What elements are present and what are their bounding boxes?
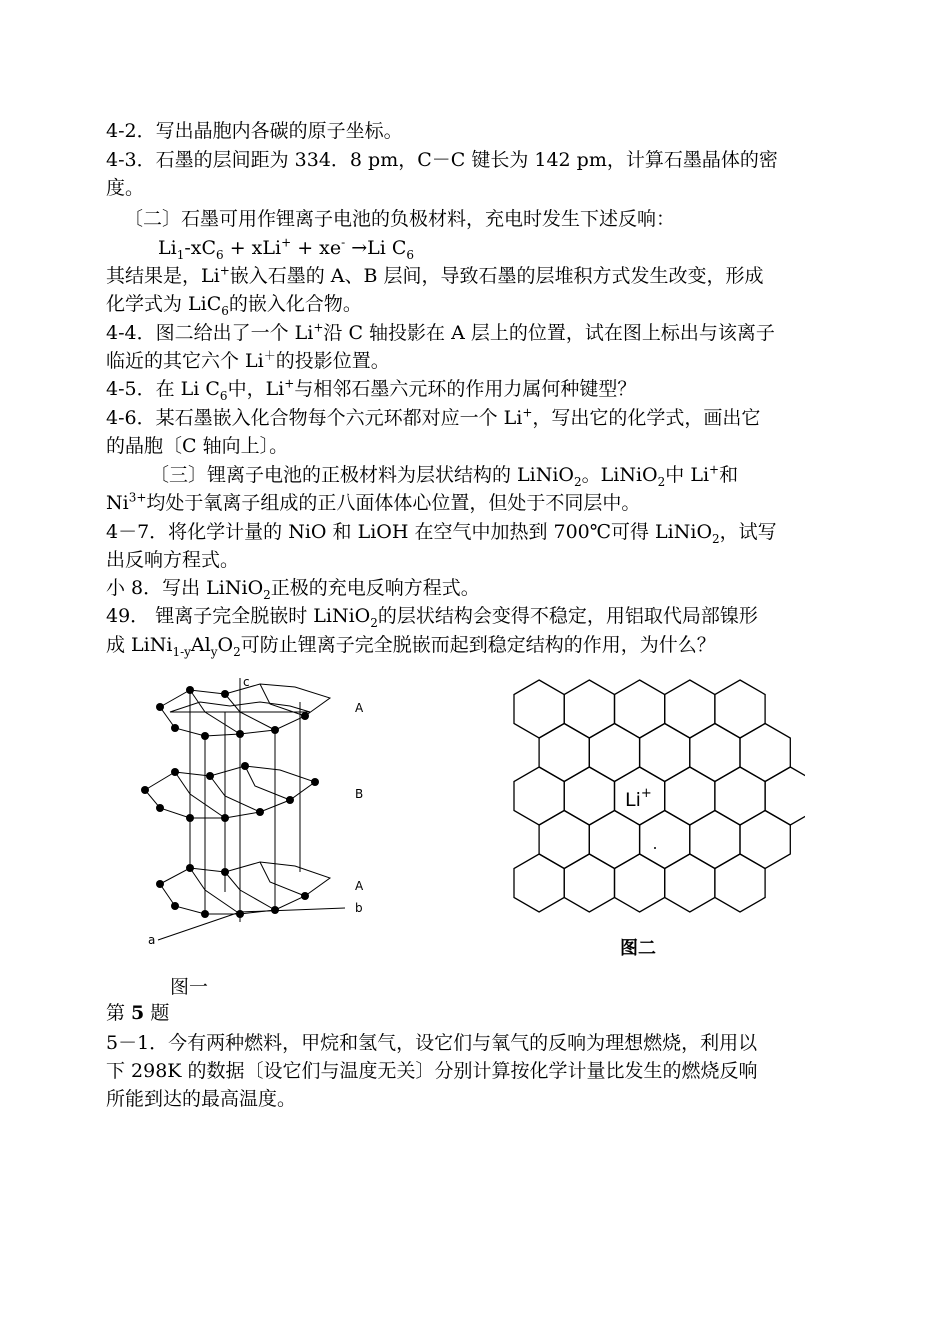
- atom-marker: [256, 808, 264, 816]
- atom-marker: [241, 762, 249, 770]
- hexagon-cell: [564, 767, 614, 825]
- b-axis-line: [240, 908, 345, 912]
- question-5-title: 第 5 题: [106, 1002, 170, 1024]
- axis-c-label: c: [243, 675, 250, 689]
- atom-marker: [236, 910, 244, 918]
- atom-marker: [311, 778, 319, 786]
- hexagon-cell: [715, 854, 765, 912]
- atom-marker: [286, 796, 294, 804]
- hexagon-cell: [740, 811, 790, 869]
- q8-line: 小 8．写出 LiNiO$_2$正极的充电反响方程式。: [106, 577, 480, 602]
- hexagon-cell: [665, 854, 715, 912]
- atom-marker: [301, 892, 309, 900]
- hexagon-cell: [765, 767, 805, 825]
- q4-6-line-2: 的晶胞〔C 轴向上〕。: [106, 435, 289, 457]
- layer-A2-label: A: [355, 879, 364, 893]
- q5-1-line-3: 所能到达的最高温度。: [106, 1088, 297, 1110]
- q4-4-line-1: 4-4．图二给出了一个 Li+沿 C 轴投影在 A 层上的位置，试在图上标出与该离子: [106, 320, 775, 344]
- atom-marker: [186, 686, 194, 694]
- atom-marker: [221, 868, 229, 876]
- axis-b-label: b: [355, 901, 363, 915]
- hexagon-cell: [589, 811, 639, 869]
- hexagon-cell: [690, 724, 740, 782]
- hexagon-cell: [564, 680, 614, 738]
- result-line-2: 化学式为 LiC$_6$的嵌入化合物。: [106, 293, 362, 318]
- hexagon-cell: [665, 680, 715, 738]
- figure-1-caption: 图一: [170, 976, 209, 998]
- hexagon-cell: [665, 767, 715, 825]
- q5-1-line-1: 5－1．今有两种燃料，甲烷和氢气，设它们与氧气的反响为理想燃烧，利用以: [106, 1032, 758, 1054]
- hexagon-cell: [564, 854, 614, 912]
- figure-2-caption: 图二: [620, 938, 656, 959]
- atom-marker: [271, 726, 279, 734]
- section-3-line-2: $Ni^{3+}$均处于氧离子组成的正八面体体心位置，但处于不同层中。: [106, 490, 641, 514]
- q4-3-line-1: 4-3．石墨的层间距为 334．8 pm，C－C 键长为 142 pm，计算石墨晶体的密: [106, 149, 778, 171]
- q5-1-line-2: 下 298K 的数据〔设它们与温度无关〕分别计算按化学计量比发生的燃烧反响: [106, 1060, 758, 1082]
- hexagon-cell: [514, 767, 564, 825]
- axis-a-label: a: [148, 933, 156, 947]
- atom-marker: [271, 906, 279, 914]
- q4-5-line: 4-5．在 Li $C_6$中，Li+与相邻石墨六元环的作用力属何种键型？: [106, 376, 637, 403]
- layer-B-label: B: [355, 787, 364, 801]
- atom-marker: [221, 814, 229, 822]
- hexagon-cell: [640, 811, 690, 869]
- q4-3-line-2: 度。: [106, 177, 145, 199]
- hexagon-cell: [740, 724, 790, 782]
- atom-marker: [301, 712, 309, 720]
- q49-line-2: 成 $LiNi_{1-y}Al_yO_2$可防止锂离子完全脱嵌而起到稳定结构的作用，为什么？: [106, 634, 716, 659]
- atom-marker: [186, 814, 194, 822]
- atom-marker: [141, 786, 149, 794]
- q4-4-line-2: 临近的其它六个 Li＋的投影位置。: [106, 348, 390, 372]
- dot-marker: [654, 847, 656, 849]
- atom-marker: [201, 732, 209, 740]
- atom-marker: [156, 703, 164, 711]
- hexagon-cell: [615, 854, 665, 912]
- reaction-equation: $Li_1-xC_6 + xLi^+ + xe^- \to Li$ $C_6$: [158, 235, 415, 262]
- q4-7-line-1: 4－7．将化学计量的 NiO 和 LiOH 在空气中加热到 700℃可得 LiNiO$_2$，试写: [106, 521, 777, 546]
- section-3-line-1: 〔三〕锂离子电池的正极材料为层状结构的 LiNiO$_2$。LiNiO$_2$中 Li+和: [150, 462, 739, 489]
- atom-marker: [156, 804, 164, 812]
- q4-6-line-1: 4-6．某石墨嵌入化合物每个六元环都对应一个 Li+，写出它的化学式，画出它: [106, 405, 761, 429]
- hexagon-cell: [514, 680, 564, 738]
- graphite-structure-figure: [130, 672, 390, 952]
- atom-marker: [201, 910, 209, 918]
- atom-marker: [186, 864, 194, 872]
- hexagon-cell: [514, 854, 564, 912]
- hexagon-cell: [715, 680, 765, 738]
- section-2-intro: 〔二〕石墨可用作锂离子电池的负极材料，充电时发生下述反响：: [124, 208, 676, 230]
- atom-marker: [221, 690, 229, 698]
- hexagon-cell: [715, 767, 765, 825]
- q4-2-line: 4-2．写出晶胞内各碳的原子坐标。: [106, 120, 403, 142]
- layer-A-label: A: [355, 701, 364, 715]
- atom-marker: [171, 902, 179, 910]
- a-axis-line: [158, 912, 240, 940]
- hexagon-grid-figure: [505, 672, 805, 922]
- q49-line-1: 49． 锂离子完全脱嵌时 LiNiO$_2$的层状结构会变得不稳定，用铝取代局部镍形: [106, 605, 758, 630]
- q4-7-line-2: 出反响方程式。: [106, 549, 240, 571]
- atom-marker: [236, 730, 244, 738]
- atom-marker: [171, 768, 179, 776]
- hexagon-cell: [615, 680, 665, 738]
- hexagon-cell: [539, 811, 589, 869]
- hexagon-cell: [640, 724, 690, 782]
- atom-marker: [171, 724, 179, 732]
- hexagon-cell: [589, 724, 639, 782]
- atom-marker: [206, 772, 214, 780]
- result-line-1: 其结果是，Li+嵌入石墨的 A、B 层间，导致石墨的层堆积方式发生改变，形成: [106, 263, 764, 287]
- hexagon-cell: [690, 811, 740, 869]
- li-ion-label: Li+: [625, 786, 652, 811]
- atom-marker: [156, 880, 164, 888]
- hexagon-cell: [539, 724, 589, 782]
